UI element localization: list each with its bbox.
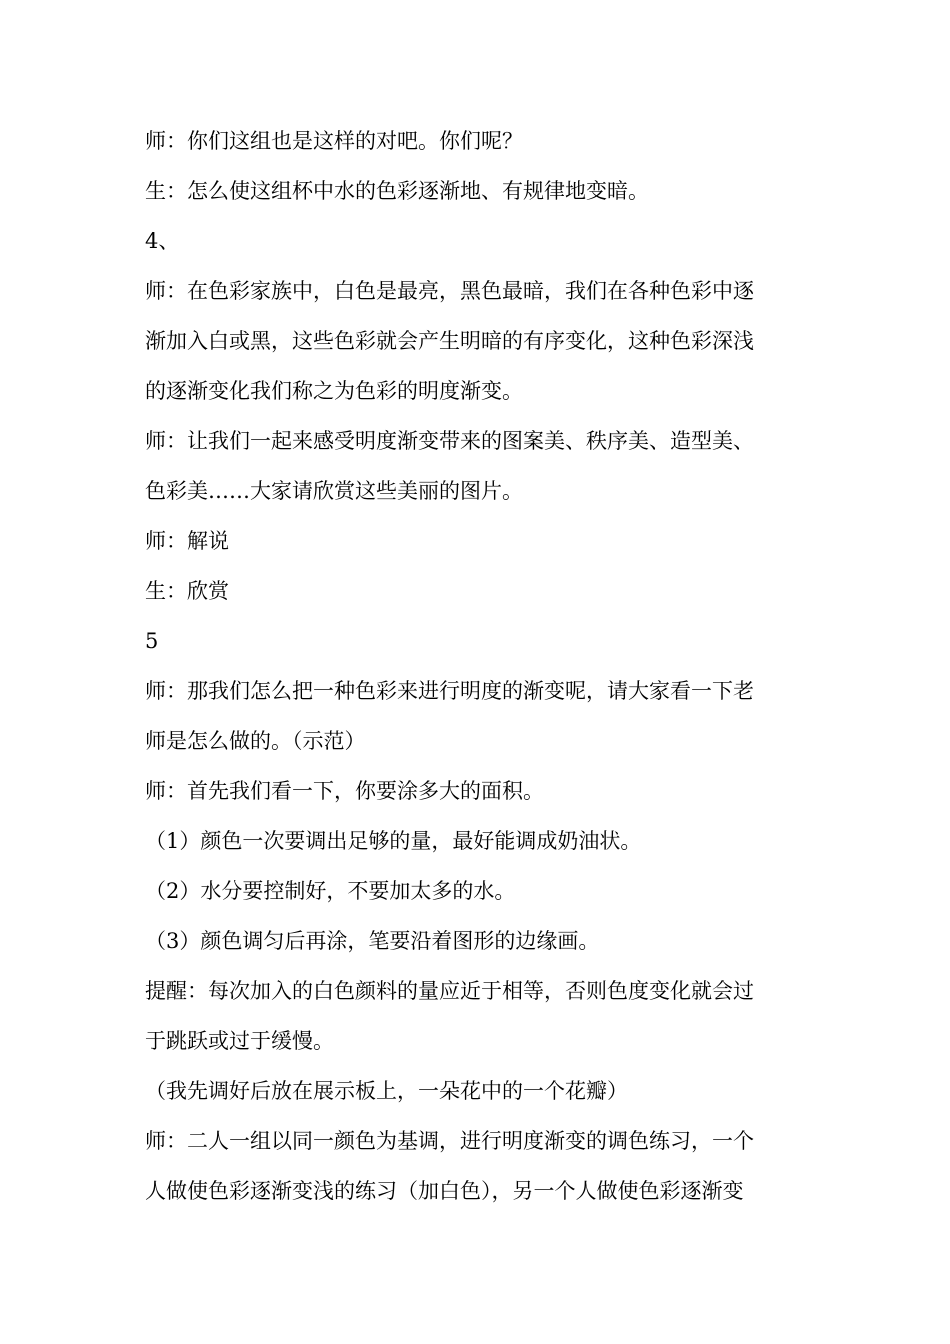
paragraph-2: 生：怎么使这组杯中水的色彩逐渐地、有规律地变暗。 (145, 179, 649, 203)
paragraph-3: 4、 (145, 229, 180, 253)
paragraph-17: （3）颜色调匀后再涂，笔要沿着图形的边缘画。 (145, 929, 600, 953)
paragraph-14: 师：首先我们看一下，你要涂多大的面积。 (145, 779, 544, 803)
paragraph-9: 师：解说 (145, 529, 229, 553)
paragraph-7: 师：让我们一起来感受明度渐变带来的图案美、秩序美、造型美、 (145, 429, 754, 453)
paragraph-18: 提醒：每次加入的白色颜料的量应近于相等，否则色度变化就会过 (145, 979, 754, 1003)
paragraph-1: 师：你们这组也是这样的对吧。你们呢？ (145, 129, 523, 153)
paragraph-8: 色彩美……大家请欣赏这些美丽的图片。 (145, 479, 523, 503)
paragraph-10: 生：欣赏 (145, 579, 229, 603)
paragraph-11: 5 (145, 629, 159, 653)
paragraph-21: 师：二人一组以同一颜色为基调，进行明度渐变的调色练习，一个 (145, 1129, 754, 1153)
paragraph-13: 师是怎么做的。（示范） (145, 729, 366, 753)
paragraph-5: 渐加入白或黑，这些色彩就会产生明暗的有序变化，这种色彩深浅 (145, 329, 754, 353)
paragraph-6: 的逐渐变化我们称之为色彩的明度渐变。 (145, 379, 523, 403)
paragraph-4: 师：在色彩家族中，白色是最亮，黑色最暗，我们在各种色彩中逐 (145, 279, 754, 303)
document-body (145, 116, 810, 1216)
paragraph-19: 于跳跃或过于缓慢。 (145, 1029, 334, 1053)
paragraph-22: 人做使色彩逐渐变浅的练习（加白色），另一个人做使色彩逐渐变 (145, 1179, 744, 1203)
paragraph-16: （2）水分要控制好，不要加太多的水。 (145, 879, 516, 903)
paragraph-20: （我先调好后放在展示板上，一朵花中的一个花瓣） (145, 1079, 628, 1103)
paragraph-12: 师：那我们怎么把一种色彩来进行明度的渐变呢，请大家看一下老 (145, 679, 754, 703)
paragraph-15: （1）颜色一次要调出足够的量，最好能调成奶油状。 (145, 829, 642, 853)
